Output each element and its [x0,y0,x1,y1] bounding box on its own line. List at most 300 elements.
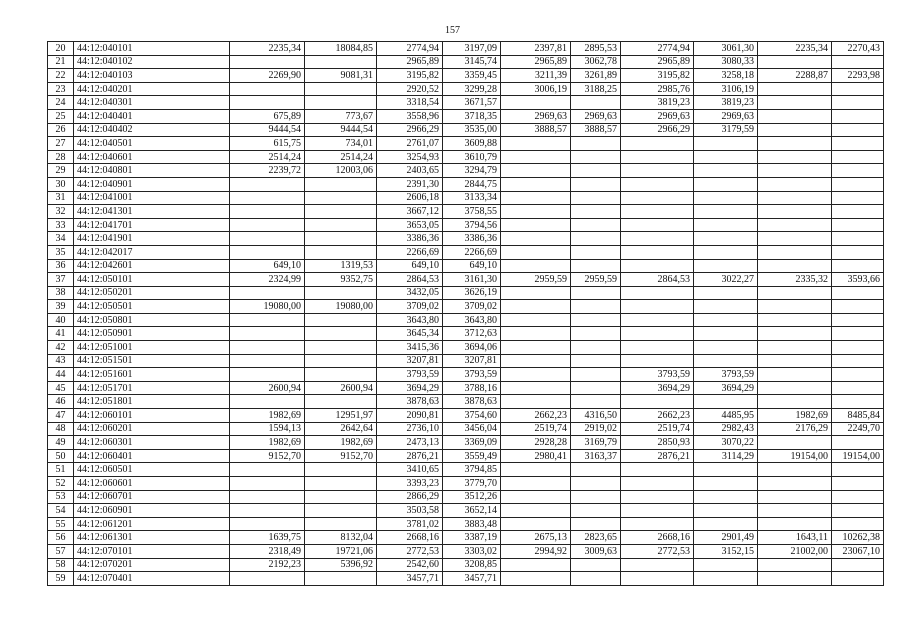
value-cell: 9352,75 [305,273,377,287]
value-cell [621,245,694,259]
value-cell: 3718,35 [443,109,501,123]
value-cell [571,245,621,259]
value-cell [694,572,758,586]
cadastral-code-cell: 44:12:050501 [74,300,230,314]
value-cell [758,368,832,382]
cadastral-code-cell: 44:12:050101 [74,273,230,287]
value-cell [621,137,694,151]
value-cell: 3593,66 [832,273,884,287]
value-cell: 3694,29 [694,381,758,395]
value-cell [621,286,694,300]
value-cell: 2519,74 [621,422,694,436]
value-cell: 2324,99 [230,273,305,287]
value-cell [832,82,884,96]
cadastral-code-cell: 44:12:061301 [74,531,230,545]
value-cell: 3359,45 [443,69,501,83]
value-cell [832,137,884,151]
row-number-cell: 52 [48,477,74,491]
value-cell [501,368,571,382]
value-cell: 3006,19 [501,82,571,96]
value-cell [832,164,884,178]
table-row [48,341,884,355]
value-cell: 3709,02 [443,300,501,314]
row-number-cell: 33 [48,218,74,232]
value-cell [694,218,758,232]
value-cell [571,504,621,518]
value-cell: 2668,16 [621,531,694,545]
value-cell [621,177,694,191]
value-cell [305,191,377,205]
row-number-cell: 24 [48,96,74,110]
row-number-cell: 25 [48,109,74,123]
value-cell: 649,10 [443,259,501,273]
value-cell [501,96,571,110]
table-row [48,123,884,137]
value-cell: 3694,29 [377,381,443,395]
value-cell: 3652,14 [443,504,501,518]
value-cell: 2969,63 [694,109,758,123]
value-cell [501,313,571,327]
value-cell [571,517,621,531]
value-cell [621,191,694,205]
value-cell: 3558,96 [377,109,443,123]
value-cell: 2774,94 [377,42,443,56]
value-cell [305,504,377,518]
value-cell [832,490,884,504]
table-row [48,531,884,545]
value-cell [571,341,621,355]
value-cell: 12003,06 [305,164,377,178]
table-row [48,191,884,205]
row-number-cell: 47 [48,409,74,423]
table-row [48,572,884,586]
value-cell [501,164,571,178]
cadastral-code-cell: 44:12:040501 [74,137,230,151]
value-cell: 3197,09 [443,42,501,56]
table-row [48,245,884,259]
value-cell: 3070,22 [694,436,758,450]
value-cell [832,463,884,477]
value-cell [832,436,884,450]
value-cell [230,368,305,382]
value-cell [758,354,832,368]
table-row [48,477,884,491]
value-cell [832,368,884,382]
value-cell: 3188,25 [571,82,621,96]
value-cell [230,177,305,191]
row-number-cell: 54 [48,504,74,518]
table-row [48,205,884,219]
value-cell [305,82,377,96]
value-cell [571,177,621,191]
value-cell: 3503,58 [377,504,443,518]
value-cell [832,109,884,123]
value-cell [832,354,884,368]
row-number-cell: 57 [48,544,74,558]
value-cell [571,327,621,341]
value-cell: 9152,70 [305,449,377,463]
value-cell [758,517,832,531]
value-cell [305,395,377,409]
value-cell [230,463,305,477]
cadastral-code-cell: 44:12:050901 [74,327,230,341]
value-cell [694,177,758,191]
value-cell [758,558,832,572]
row-number-cell: 51 [48,463,74,477]
value-cell [501,572,571,586]
value-cell: 2600,94 [305,381,377,395]
value-cell: 3878,63 [443,395,501,409]
value-cell: 2642,64 [305,422,377,436]
row-number-cell: 28 [48,150,74,164]
value-cell [305,572,377,586]
value-cell [694,137,758,151]
value-cell: 3610,79 [443,150,501,164]
value-cell: 2391,30 [377,177,443,191]
value-cell: 2473,13 [377,436,443,450]
value-cell [758,137,832,151]
value-cell: 3712,63 [443,327,501,341]
value-cell: 2662,23 [501,409,571,423]
value-cell [305,354,377,368]
value-cell [305,477,377,491]
cadastral-code-cell: 44:12:070201 [74,558,230,572]
value-cell [694,558,758,572]
value-cell [832,286,884,300]
value-cell [694,286,758,300]
table-row [48,395,884,409]
value-cell [501,137,571,151]
value-cell: 2235,34 [230,42,305,56]
value-cell [571,218,621,232]
value-cell [571,368,621,382]
table-row [48,558,884,572]
value-cell: 3457,71 [377,572,443,586]
value-cell [758,463,832,477]
value-cell: 2542,60 [377,558,443,572]
row-number-cell: 34 [48,232,74,246]
value-cell: 2844,75 [443,177,501,191]
cadastral-code-cell: 44:12:060301 [74,436,230,450]
value-cell [305,313,377,327]
value-cell: 3609,88 [443,137,501,151]
value-cell [305,490,377,504]
value-cell [571,150,621,164]
value-cell: 1982,69 [758,409,832,423]
value-cell [501,490,571,504]
value-cell: 3207,81 [443,354,501,368]
value-cell [305,517,377,531]
cadastral-code-cell: 44:12:040101 [74,42,230,56]
value-cell [832,477,884,491]
row-number-cell: 39 [48,300,74,314]
value-cell: 19154,00 [758,449,832,463]
table-row [48,368,884,382]
value-cell: 2514,24 [230,150,305,164]
value-cell: 3133,34 [443,191,501,205]
value-cell [694,341,758,355]
value-cell [832,381,884,395]
cadastral-code-cell: 44:12:070401 [74,572,230,586]
row-number-cell: 46 [48,395,74,409]
cadastral-code-cell: 44:12:051001 [74,341,230,355]
value-cell: 2980,41 [501,449,571,463]
value-cell [832,123,884,137]
value-cell [230,354,305,368]
value-cell: 3819,23 [621,96,694,110]
value-cell [571,572,621,586]
value-cell [694,232,758,246]
value-cell [501,354,571,368]
table-row [48,463,884,477]
value-cell [501,245,571,259]
value-cell [501,177,571,191]
value-cell [832,300,884,314]
value-cell [501,218,571,232]
value-cell: 1643,11 [758,531,832,545]
cadastral-code-cell: 44:12:040601 [74,150,230,164]
value-cell: 3643,80 [443,313,501,327]
value-cell: 2176,29 [758,422,832,436]
cadastral-code-cell: 44:12:042601 [74,259,230,273]
value-cell [832,517,884,531]
table-row [48,137,884,151]
value-cell: 19154,00 [832,449,884,463]
value-cell [305,177,377,191]
table-row [48,544,884,558]
value-cell [571,232,621,246]
value-cell [571,354,621,368]
value-cell [501,395,571,409]
value-cell [694,517,758,531]
value-cell [621,517,694,531]
value-cell: 3211,39 [501,69,571,83]
value-cell: 2772,53 [621,544,694,558]
value-cell: 3694,29 [621,381,694,395]
value-cell [305,245,377,259]
value-cell [758,313,832,327]
value-cell: 3758,55 [443,205,501,219]
table-row [48,259,884,273]
value-cell [305,205,377,219]
value-cell [694,205,758,219]
value-cell [501,517,571,531]
row-number-cell: 21 [48,55,74,69]
value-cell [305,327,377,341]
cadastral-code-cell: 44:12:051701 [74,381,230,395]
row-number-cell: 27 [48,137,74,151]
row-number-cell: 29 [48,164,74,178]
row-number-cell: 53 [48,490,74,504]
value-cell [758,300,832,314]
value-cell: 2959,59 [501,273,571,287]
value-cell [571,463,621,477]
value-cell [571,286,621,300]
value-cell [571,259,621,273]
value-cell: 3653,05 [377,218,443,232]
value-cell: 3794,85 [443,463,501,477]
cadastral-code-cell: 44:12:040301 [74,96,230,110]
value-cell: 2850,93 [621,436,694,450]
value-cell: 3793,59 [621,368,694,382]
value-cell: 3080,33 [694,55,758,69]
value-cell: 675,89 [230,109,305,123]
value-cell: 3152,15 [694,544,758,558]
value-cell [621,354,694,368]
row-number-cell: 38 [48,286,74,300]
value-cell [694,191,758,205]
value-cell [621,164,694,178]
cadastral-code-cell: 44:12:041301 [74,205,230,219]
value-cell [501,259,571,273]
value-cell [230,327,305,341]
row-number-cell: 43 [48,354,74,368]
value-cell: 3318,54 [377,96,443,110]
value-cell: 2864,53 [621,273,694,287]
value-cell: 19080,00 [305,300,377,314]
value-cell: 2266,69 [377,245,443,259]
value-cell: 3794,56 [443,218,501,232]
value-cell: 3386,36 [377,232,443,246]
value-cell [832,177,884,191]
value-cell [694,259,758,273]
value-cell [571,205,621,219]
value-cell: 3163,37 [571,449,621,463]
row-number-cell: 31 [48,191,74,205]
value-cell [758,123,832,137]
row-number-cell: 23 [48,82,74,96]
value-cell: 3793,59 [694,368,758,382]
value-cell [758,327,832,341]
value-cell [501,477,571,491]
value-cell: 2876,21 [377,449,443,463]
cadastral-value-table [47,41,884,586]
value-cell [230,517,305,531]
value-cell [571,137,621,151]
table-row [48,42,884,56]
value-cell: 1982,69 [305,436,377,450]
value-cell: 18084,85 [305,42,377,56]
row-number-cell: 49 [48,436,74,450]
value-cell: 2293,98 [832,69,884,83]
value-cell [571,96,621,110]
value-cell [621,558,694,572]
value-cell [571,477,621,491]
value-cell: 3208,85 [443,558,501,572]
value-cell: 2864,53 [377,273,443,287]
cadastral-code-cell: 44:12:051801 [74,395,230,409]
value-cell: 9444,54 [305,123,377,137]
value-cell [694,245,758,259]
value-cell: 2965,89 [501,55,571,69]
table-row [48,232,884,246]
value-cell: 3781,02 [377,517,443,531]
value-cell: 3415,36 [377,341,443,355]
table-row [48,150,884,164]
value-cell: 2920,52 [377,82,443,96]
value-cell: 2928,28 [501,436,571,450]
cadastral-code-cell: 44:12:060101 [74,409,230,423]
value-cell [621,477,694,491]
value-cell: 3512,26 [443,490,501,504]
cadastral-code-cell: 44:12:041701 [74,218,230,232]
value-cell [758,177,832,191]
cadastral-code-cell: 44:12:060401 [74,449,230,463]
value-cell [832,245,884,259]
value-cell: 2675,13 [501,531,571,545]
value-cell [694,327,758,341]
row-number-cell: 40 [48,313,74,327]
cadastral-code-cell: 44:12:050201 [74,286,230,300]
value-cell [758,205,832,219]
value-cell: 3788,16 [443,381,501,395]
value-cell: 9152,70 [230,449,305,463]
value-cell [501,558,571,572]
row-number-cell: 26 [48,123,74,137]
value-cell: 2965,89 [377,55,443,69]
cadastral-code-cell: 44:12:040901 [74,177,230,191]
value-cell [694,300,758,314]
value-cell: 2876,21 [621,449,694,463]
value-cell: 2985,76 [621,82,694,96]
value-cell [832,558,884,572]
value-cell: 2772,53 [377,544,443,558]
value-cell: 3207,81 [377,354,443,368]
value-cell [621,313,694,327]
value-cell: 2600,94 [230,381,305,395]
row-number-cell: 56 [48,531,74,545]
value-cell [832,395,884,409]
value-cell: 2668,16 [377,531,443,545]
value-cell [694,354,758,368]
value-cell [305,341,377,355]
value-cell [694,164,758,178]
value-cell: 2269,90 [230,69,305,83]
value-cell [621,395,694,409]
value-cell: 3179,59 [694,123,758,137]
value-cell [621,341,694,355]
value-cell: 2090,81 [377,409,443,423]
value-cell [758,381,832,395]
value-cell: 3261,89 [571,69,621,83]
value-cell [694,313,758,327]
value-cell [621,205,694,219]
value-cell: 2969,63 [571,109,621,123]
value-cell [230,245,305,259]
value-cell: 3456,04 [443,422,501,436]
row-number-cell: 55 [48,517,74,531]
table-row [48,177,884,191]
value-cell: 9081,31 [305,69,377,83]
value-cell [571,558,621,572]
value-cell: 21002,00 [758,544,832,558]
value-cell [230,96,305,110]
value-cell [758,109,832,123]
value-cell: 2895,53 [571,42,621,56]
value-cell: 3299,28 [443,82,501,96]
value-cell: 3061,30 [694,42,758,56]
value-cell: 3667,12 [377,205,443,219]
table-row [48,109,884,123]
value-cell: 3369,09 [443,436,501,450]
value-cell [621,463,694,477]
value-cell: 3022,27 [694,273,758,287]
value-cell: 3819,23 [694,96,758,110]
value-cell: 3671,57 [443,96,501,110]
value-cell [758,55,832,69]
value-cell [230,504,305,518]
value-cell [305,55,377,69]
